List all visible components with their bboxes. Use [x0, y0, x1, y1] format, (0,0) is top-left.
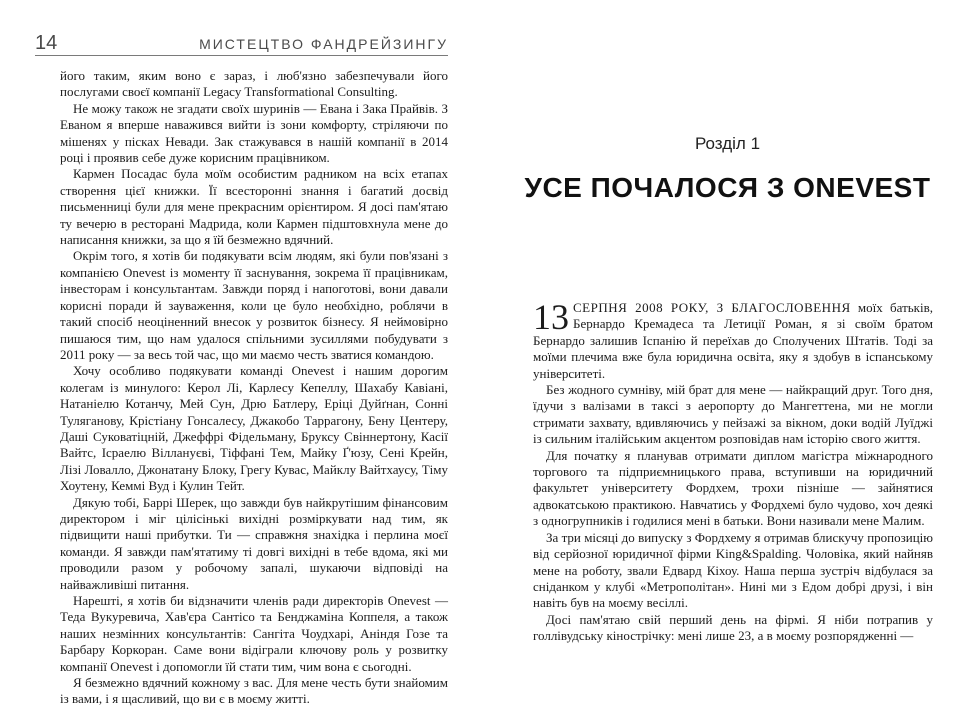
right-page [485, 0, 970, 691]
running-title: МИСТЕЦТВО ФАНДРЕЙЗИНГУ [199, 36, 448, 52]
paragraph: його таким, яким воно є зараз, і люб'язно забезпечували його послугами своєї компанії Legacy Transformational Consulting. [60, 68, 448, 100]
paragraph: Окрім того, я хотів би подякувати всім людям, які були пов'язані з компанією Onevest із моменту її заснування, зокрема її працівникам, інвесторам і консультантам. Завжди поряд і напоготові, вони давали корисні поради й зауваження, коли це було необхідно, роблячи в такий спосіб неоціненний внесок у розвиток бізнесу. Я неймовірно пишаюся тим, що нам удалося спільними зусиллями побудувати з 2011 року — за весь той час, що ми маємо честь зватися командою. [60, 248, 448, 362]
running-header [35, 30, 448, 56]
paragraph: Без жодного сумніву, мій брат для мене — найкращий друг. Того дня, їдучи з валізами в таксі з аеропорту до Мангеттена, ми не могли стримати захвату, вдивляючись у пейзажі за вікном, доки водій Луїджі із сильним італійським акцентом розповідав нам історію свого життя. [533, 382, 933, 447]
paragraph: Досі пам'ятаю свій перший день на фірмі. Я ніби потрапив у голлівудську кінострічку: мені лише 23, а в моєму розпорядженні — [533, 611, 933, 644]
header-rule [35, 55, 448, 56]
left-body-text [60, 68, 448, 708]
paragraph: Кармен Посадас була моїм особистим радником на всіх етапах створення цієї книжки. Її всесторонні знання і багатий досвід письменниці були для мене прекрасним орієнтиром. Я досі пам'ятаю ту вечерю в ресторані Мадрида, коли Кармен підштовхнула мене до написання книжки, за що я їй безмежно вдячний. [60, 166, 448, 248]
paragraph: Дякую тобі, Баррі Шерек, що завжди був найкрутішим фінансовим директором і міг цілісінькі вихідні розміркувати над тим, як підвищити наші прибутки. Ти — справжня знахідка і перлина моєї команди. Я завжди пам'ятатиму ті довгі вихідні в тебе вдома, які ми проводили разом у робочому запалі, шукаючи відповіді на найважливіші питання. [60, 494, 448, 592]
right-body-text [533, 297, 933, 645]
paragraph: Для початку я планував отримати диплом магістра міжнародного торгового та підприємницького права, вступивши на юридичний факультет університету Фордхем, трохи пізніше — зайнятися адвокатською практикою. Навчатись у Фордхемі було чудово, хоч деякі з одногрупників і годилися мені в батьки. Вони називали мене Малим. [533, 447, 933, 529]
paragraph: Нарешті, я хотів би відзначити членів ради директорів Onevest — Теда Вукуревича, Хав'єра Сантісо та Бенджаміна Коппеля, а також наших незмінних консультантів: Сангіта Чоудхарі, Аніндя Гозе та Барбару Коркоран. Саме вони відіграли ключову роль у розвитку компанії Onevest і допомогли їй стати тим, чим вона є сьогодні. [60, 593, 448, 674]
paragraph: Я безмежно вдячний кожному з вас. Для мене честь бути знайомим із вами, і я щасливий, що ви є в моєму житті. [60, 675, 448, 707]
lead-caps: СЕРПНЯ 2008 РОКУ, З БЛАГОСЛОВЕННЯ [573, 300, 851, 315]
left-page [0, 0, 485, 707]
drop-cap: 13 [533, 297, 569, 337]
chapter-title: УСЕ ПОЧАЛОСЯ З ONEVEST [524, 172, 931, 203]
paragraph: Не можу також не згадати своїх шуринів — Евана і Зака Прайвів. З Еваном я вперше наважився вийти із зони комфорту, стріляючи по мішенях у пісках Невади. Зак стажувався в нашій компанії в 2014 році і проявив себе дуже корисним працівником. [60, 100, 448, 166]
paragraph: За три місяці до випуску з Фордхему я отримав блискучу пропозицію від серйозної юридичної фірми King&Spalding. Чоловіка, який найняв мене на роботу, звали Едвард Кіхоу. Наша перша зустріч відбулася за сніданком у клубі «Метрополітан». Нині ми з Едом добрі друзі, і він навіть був на моєму весіллі. [533, 529, 933, 611]
paragraph-rest: моїх батьків, Бернардо Кремадеса та Летиції Роман, я зі своїм братом Бернардо залишив Іспанію й переїхав до Сполучених Штатів. Тоді за моїми плечима вже була юридична освіта, яку я здобув в іспанському університеті. [533, 300, 933, 381]
chapter-label: Розділ 1 [694, 134, 761, 153]
opening-paragraph [533, 297, 933, 382]
page-number: 14 [35, 32, 58, 54]
paragraph: Хочу особливо подякувати команді Onevest і нашим дорогим колегам із минулого: Керол Лі, Карлесу Кепеллу, Шахабу Кавіані, Натаніелю Котанчу, Мей Сун, Дрю Батлеру, Еріці Дуйґнан, Сонні Туляганову, Крістіану Гонсалесу, Джакобо Таррагону, Бену Центеру, Даші Суковатіцній, Джеффрі Фідельману, Бруксу Свіннертону, Касії Вайтс, Ісраелю Віллануєві, Тіффані Тем, Майку Ґ'юзу, Сені Крейн, Лізі Ловалло, Джонатану Блоку, Грегу Кувас, Майклу Вайтхаусу, Тіму Хоутену, Кеммі Вуд і Кулин Тейт. [60, 363, 448, 494]
